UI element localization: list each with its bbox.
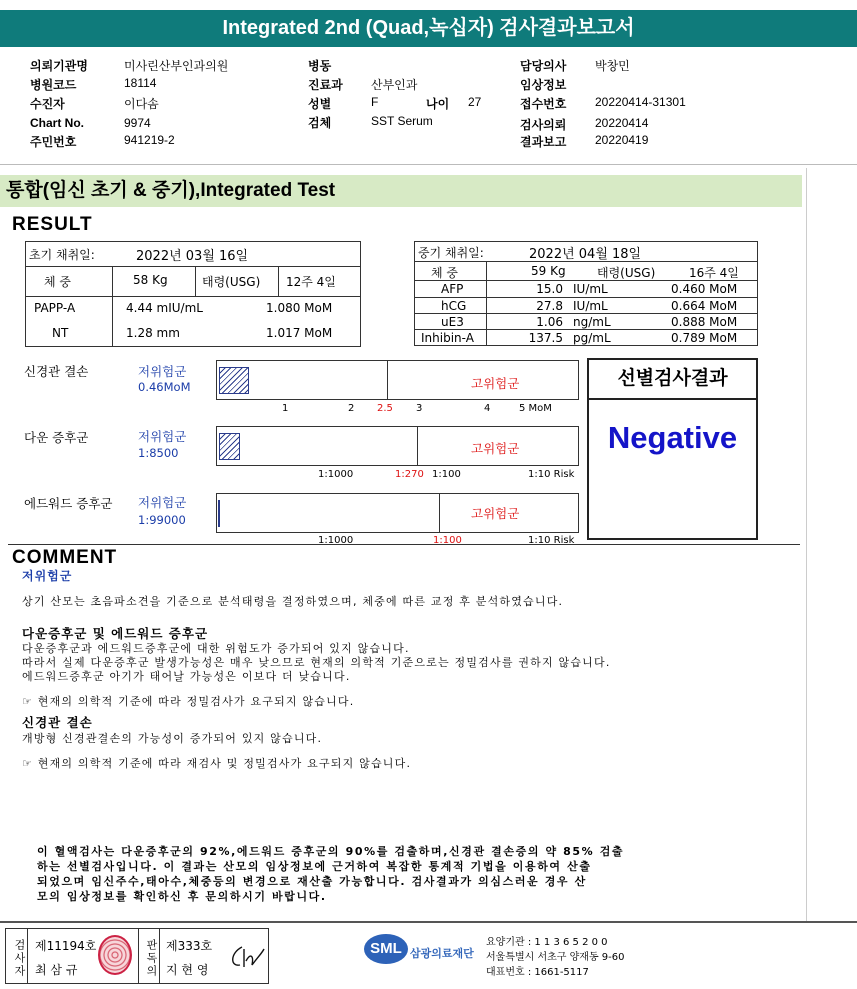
- marker-value: 1.06: [536, 315, 563, 329]
- info-value: 20220419: [595, 133, 649, 147]
- risk-group: 저위험군: [138, 495, 187, 510]
- lab-info-line: 서울특별시 서초구 양재동 9-60: [486, 952, 625, 963]
- info-value: SST Serum: [371, 114, 433, 128]
- marker-value: 15.0: [536, 282, 563, 296]
- disclaimer-line: 되었으며 임신주수,태아수,체중등의 변경으로 재산출 가능합니다. 검사결과가 의심스러운 경우 산: [37, 875, 587, 888]
- second-date-value: 2022년 04월 18일: [529, 247, 642, 262]
- marker-mom: 1.017 MoM: [266, 326, 333, 340]
- sml-logo: [364, 934, 408, 964]
- info-label: 검체: [308, 116, 332, 130]
- screening-result: Negative: [607, 420, 738, 455]
- footer: [0, 921, 857, 989]
- marker-value: 1.28 mm: [126, 326, 180, 340]
- marker-name: PAPP-A: [34, 301, 76, 315]
- info-value: 941219-2: [124, 133, 175, 147]
- down-risk-bar: [216, 426, 579, 466]
- edwards-risk-bar: [216, 493, 579, 533]
- lab-name: 삼광의료재단: [410, 947, 474, 960]
- age-label: 나이: [426, 97, 450, 111]
- marker-value: 4.44 mIU/mL: [126, 301, 203, 315]
- first-ga-value: 12주 4일: [286, 275, 336, 289]
- marker-unit: IU/mL: [573, 282, 608, 296]
- tester-name: 최 삼 규: [35, 963, 78, 977]
- disclaimer-line: 하는 선별검사입니다. 이 결과는 산모의 임상정보에 근거하여 복잡한 통계적 기법을 이용하여 산출: [37, 860, 592, 873]
- comment-subheading: 신경관 결손: [22, 715, 93, 730]
- tester-license: 제11194호: [35, 939, 97, 953]
- seal-stamp: [98, 935, 132, 975]
- divider: [8, 544, 800, 545]
- info-label: 임상정보: [520, 78, 567, 92]
- down-risk-fill: [219, 433, 240, 460]
- first-date-label: 초기 채취일:: [29, 248, 95, 262]
- comment-text: 상기 산모는 초음파소견을 기준으로 분석태령을 결정하였으며, 체중에 따른 교정 후 분석하였습니다.: [22, 595, 564, 608]
- signature-box: [5, 928, 269, 984]
- info-value: 이다솜: [124, 97, 159, 111]
- axis-tick: 4: [484, 403, 491, 414]
- marker-mom: 0.789 MoM: [671, 331, 738, 345]
- info-value: 박창민: [595, 59, 630, 73]
- marker-name: NT: [52, 326, 69, 340]
- reviewer-name: 지 현 영: [166, 963, 209, 977]
- patient-info-header: [0, 52, 857, 165]
- comment-text: 개방형 신경관결손의 가능성이 증가되어 있지 않습니다.: [22, 732, 323, 745]
- info-value: 20220414: [595, 116, 649, 130]
- second-ga-value: 16주 4일: [689, 266, 739, 280]
- info-label: 병원코드: [30, 78, 77, 92]
- logo-mark: SML: [364, 934, 408, 964]
- axis-tick-cutoff: 1:100: [433, 535, 462, 546]
- info-value: 산부인과: [371, 78, 418, 92]
- marker-value: 137.5: [528, 331, 563, 345]
- second-weight-label: 체 중: [431, 266, 458, 280]
- info-label: 주민번호: [30, 135, 77, 149]
- info-value: 20220414-31301: [595, 95, 686, 109]
- info-label: 성별: [308, 97, 332, 111]
- marker-mom: 1.080 MoM: [266, 301, 333, 315]
- first-ga-label: 태령(USG): [202, 275, 261, 289]
- marker-mom: 0.888 MoM: [671, 315, 738, 329]
- marker-mom: 0.460 MoM: [671, 282, 738, 296]
- comment-text: 따라서 실제 다운증후군 발생가능성은 매우 낮으므로 현재의 의학적 기준으로는 정밀검사를 권하지 않습니다.: [22, 656, 611, 669]
- risk-value: 1:99000: [138, 513, 186, 527]
- comment-text: 다운증후군과 에드워드증후군에 대한 위험도가 증가되어 있지 않습니다.: [22, 642, 410, 655]
- info-label: 담당의사: [520, 59, 567, 73]
- marker-name: uE3: [441, 315, 464, 329]
- risk-name: 다운 증후군: [24, 430, 89, 445]
- tester-label: 검사자: [6, 929, 28, 983]
- risk-name: 에드워드 증후군: [24, 496, 113, 511]
- info-value: 18114: [124, 76, 157, 90]
- lab-info-line: 요양기관 : 1 1 3 6 5 2 0 0: [486, 937, 608, 948]
- axis-tick: 1:100: [432, 469, 461, 480]
- reviewer-license: 제333호: [166, 939, 213, 953]
- marker-mom: 0.664 MoM: [671, 299, 738, 313]
- high-risk-label: 고위험군: [471, 441, 520, 456]
- ntd-risk-bar: [216, 360, 579, 400]
- info-value: F: [371, 95, 379, 109]
- info-label: 검사의뢰: [520, 118, 567, 132]
- risk-value: 1:8500: [138, 446, 179, 460]
- info-label: 진료과: [308, 78, 343, 92]
- info-label: 수진자: [30, 97, 65, 111]
- disclaimer-line: 모의 임상정보를 확인하신 후 문의하시기 바랍니다.: [37, 890, 327, 903]
- second-weight-value: 59 Kg: [531, 264, 566, 278]
- edwards-risk-fill: [218, 500, 220, 527]
- marker-name: hCG: [441, 299, 467, 313]
- marker-unit: IU/mL: [573, 299, 608, 313]
- axis-tick: 2: [348, 403, 355, 414]
- lab-info-line: 대표번호 : 1661-5117: [486, 967, 589, 978]
- marker-unit: ng/mL: [573, 315, 611, 329]
- axis-tick: 1:10 Risk: [528, 535, 575, 546]
- first-weight-label: 체 중: [44, 275, 71, 289]
- section-title: 통합(임신 초기 & 중기),Integrated Test: [0, 175, 802, 207]
- marker-name: AFP: [441, 282, 464, 296]
- info-label: 병동: [308, 59, 332, 73]
- info-label: 접수번호: [520, 97, 567, 111]
- screening-title: 선별검사결과: [589, 360, 756, 400]
- first-date-value: 2022년 03월 16일: [136, 249, 249, 264]
- second-date-label: 중기 채취일:: [418, 246, 484, 260]
- info-label: 의뢰기관명: [30, 59, 88, 73]
- comment-low-risk: 저위험군: [22, 569, 73, 583]
- disclaimer-line: 이 혈액검사는 다운증후군의 92%,에드워드 증후군의 90%를 검출하며,신경관 결손증의 약 85% 검출: [37, 845, 625, 858]
- age-value: 27: [468, 95, 482, 109]
- result-heading: RESULT: [12, 214, 93, 235]
- comment-text: 에드워드증후군 아기가 태어날 가능성은 이보다 더 낮습니다.: [22, 670, 351, 683]
- marker-name: Inhibin-A: [421, 331, 474, 345]
- cutoff-line: [439, 494, 440, 532]
- axis-tick: 1:1000: [318, 469, 354, 480]
- info-value: 9974: [124, 116, 151, 130]
- comment-heading: COMMENT: [12, 547, 118, 568]
- ntd-risk-fill: [219, 367, 249, 394]
- info-label: 결과보고: [520, 135, 567, 149]
- info-value: 미사린산부인과의원: [124, 59, 229, 73]
- second-ga-label: 태령(USG): [597, 266, 656, 280]
- info-label: Chart No.: [30, 116, 84, 130]
- axis-tick-cutoff: 2.5: [377, 403, 393, 414]
- comment-text: ☞ 현재의 의학적 기준에 따라 재검사 및 정밀검사가 요구되지 않습니다.: [22, 757, 412, 770]
- marker-unit: pg/mL: [573, 331, 611, 345]
- axis-tick: 1: [282, 403, 289, 414]
- comment-subheading: 다운증후군 및 에드워드 증후군: [22, 626, 209, 641]
- marker-value: 27.8: [536, 299, 563, 313]
- axis-tick: 3: [416, 403, 423, 414]
- risk-group: 저위험군: [138, 364, 187, 379]
- second-trimester-table: [414, 241, 758, 346]
- cutoff-line: [417, 427, 418, 465]
- report-title: Integrated 2nd (Quad,녹십자) 검사결과보고서: [0, 10, 857, 47]
- axis-tick-cutoff: 1:270: [395, 469, 424, 480]
- first-weight-value: 58 Kg: [133, 273, 168, 287]
- risk-value: 0.46MoM: [138, 380, 191, 394]
- risk-name: 신경관 결손: [24, 364, 89, 379]
- screening-result-box: [587, 358, 758, 540]
- high-risk-label: 고위험군: [471, 506, 520, 521]
- axis-tick: 5 MoM: [519, 403, 552, 414]
- signature-mark: [228, 943, 266, 971]
- high-risk-label: 고위험군: [471, 376, 520, 391]
- risk-group: 저위험군: [138, 429, 187, 444]
- reviewer-label: 판독의: [138, 929, 160, 983]
- first-trimester-table: [25, 241, 361, 347]
- axis-tick: 1:10 Risk: [528, 469, 575, 480]
- cutoff-line: [387, 361, 388, 399]
- axis-tick: 1:1000: [318, 535, 354, 546]
- comment-text: ☞ 현재의 의학적 기준에 따라 정밀검사가 요구되지 않습니다.: [22, 695, 355, 708]
